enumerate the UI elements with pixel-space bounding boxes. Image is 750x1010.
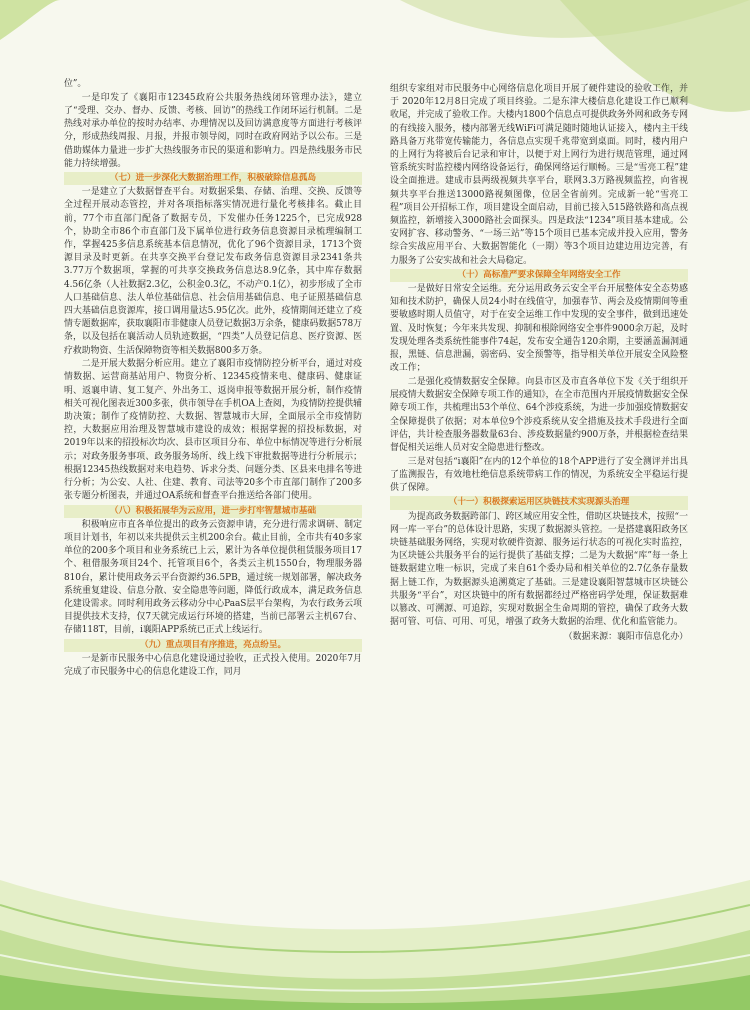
- section-heading-11: （十一）积极探索运用区块链技术实现源头治理: [390, 496, 688, 509]
- paragraph: 组织专家组对市民服务中心网络信息化项目开展了硬件建设的验收工作，并于 2020年12月8日完成了项目终验。二是东津大楼信息化建设工作已顺利收尾，并完成了验收工作。大楼内1800个信息点可提供政务外网和政务专网的有线接入服务，楼内部署无线WiFi可满足随时随地认证接入，楼内主干线路具备万兆带宽传输能力，各信息点实现千兆带宽到桌面。同时，楼内用户的上网行为将被后台记录和审计，以便于对上网行为进行规范管理，通过网管系统实时监控楼内网络设备运行，确保网络运行顺畅。三是“雪亮工程”建设全面推进。建成市县两级视频共享平台，联网3.3万路视频监控，向省视频共享平台推送13000路视频图像，位居全省前列。完成新一轮“雪亮工程”项目公开招标工作，项目建设全面启动，目前已接入515路铁路和高点视频监控，新增接入3000路社会面探头。四是政法“1234”项目基本建成。公安网扩容、移动警务、“一场三站”等15个项目已基本完成并投入应用，警务综合实战应用平台、大数据智能化（一期）等3个项目边建边用边完善，有力服务了公安实战和社会大局稳定。: [390, 84, 688, 266]
- paragraph: 一是建立了大数据督查平台。对数据采集、存储、治理、交换、反馈等全过程开展动态管控，并对各项指标落实情况进行量化考核排名。截止目前，77个市直部门配备了数据专员，下发催办任务1225个，已完成928个，协助全市86个市直部门及下属单位进行政务信息资源目录梳理编制工作，掌握425多信息系统基本信息情况，优化了96个资源目录，1713个资源目录及时更新。在共享交换平台登记发布政务信息资源目录2341条共3.77万个数据项，掌握的可共享交换政务信息达8.9亿条，其中库存数据4.56亿条（人社数据2.3亿，公积金0.3亿，不动产0.1亿），初步形成了全市人口基础信息、法人单位基础信息、社会信用基础信息、电子证照基础信息四大基础信息资源库，接口调用量达5.95亿次。此外，疫情期间还建立了疫情专题数据库，获取襄阳市非健康人员登记数据3万余条，健康码数据578万条，以及包括在襄活动人员轨迹数据，“四类”人员登记信息、医疗资源、医疗救助物资、生活保障物资等相关数据800多万条。: [64, 187, 362, 356]
- data-source-note: （数据来源：襄阳市信息化办）: [563, 632, 688, 643]
- paragraph: 二是开展大数据分析应用。建立了襄阳市疫情防控分析平台，通过对疫情数据、运营商基站用户、物资分析、12345疫情来电、健康码、健康证明、返襄申请、复工复产、外出务工、返岗申报等数据开展分析，制作疫情相关可视化图表近300多张，供市领导在手机OA上查阅，为疫情防控提供辅助决策；制作了疫情防控、大数据、智慧城市大屏，全面展示全市疫情防控，大数据应用治理及智慧城市建设的成效；根据掌握的招投标数据，对2019年以来的招投标次均次、县市区项目分布、单位中标情况等进行分析展示；对政务服务事项、政务服务场所、线上线下审批数据等进行分析展示；根据12345热线数据对来电趋势、诉求分类、问题分类、区县来电排名等进行分析；为公安、人社、住建、教育、司法等20多个市直部门制作了200多张专题分析图表，并通过OA系统和督查平台推送给各部门使用。: [64, 359, 362, 502]
- section-heading-8: （八）积极拓展华为云应用，进一步打牢智慧城市基础: [64, 505, 362, 518]
- paragraph: 三是对包括“i襄阳”在内的12个单位的18个APP进行了安全测评并出具了监测报告，有效地杜绝信息系统带病工作的情况，为系统安全平稳运行提供了保障。: [390, 456, 688, 494]
- paragraph: 一是印发了《襄阳市12345政府公共服务热线闭环管理办法》，建立了“受理、交办、督办、反馈、考核、回访”的热线工作闭环运行机制。二是热线对承办单位的按时办结率、办理情况以及回访满意度等方面进行考核评分，形成热线周报、月报，并报市领导阅，同时在政府网站予以公布。三是借助媒体力量进一步扩大热线服务市民的渠道和影响力。四是热线服务市民能力持续增强。: [64, 92, 362, 169]
- paragraph: 一是新市民服务中心信息化建设通过验收，正式投入使用。2020年7月完成了市民服务中心的信息化建设工作，同月: [64, 653, 362, 677]
- left-column: [64, 78, 362, 680]
- paragraph: 二是强化疫情数据安全保障。向县市区及市直各单位下发《关于组织开展疫情大数据安全保障专项工作的通知》，在全市范围内开展疫情数据安全保障专项工作，共梳理出53个单位、64个涉疫系统，为进一步加强疫情数据安全保障提供了依据；对本单位9个涉疫系统从安全措施及技术手段进行全面评估，共计检查服务器数量63台、涉疫数据量约900万条，并根据检查结果督促相关运维人员对安全隐患进行整改。: [390, 376, 688, 453]
- section-heading-9: （九）重点项目有序推进，亮点纷呈。: [64, 639, 362, 652]
- section-heading-7: （七）进一步深化大数据治理工作，积极破除信息孤岛: [64, 172, 362, 185]
- paragraph: 积极响应市直各单位提出的政务云资源申请，充分进行需求调研、制定项目计划书，年初以来共提供云主机200余台。截止目前，全市共有40多家单位的200多个项目和业务系统已上云，累计为各单位提供租赁服务项目17个、租借服务项目24个、托管项目6个，各类云主机1550台，物理服务器810台，累计使用政务云平台资源约36.5PB，通过统一规划部署，解决政务系统重复建设、信息分散、安全隐患等问题，降低行政成本，满足政务信息化建设需求。同时利用政务云移动分中心PaaS层平台架构，为农行政务云项目提供技术支持，仅7天就完成运行环境的搭建，当前已部署云主机67台、存储118T，目前，i襄阳APP系统已正式上线运行。: [64, 519, 362, 636]
- paragraph: 位”。: [64, 79, 87, 89]
- paragraph: 为提高政务数据跨部门、跨区域应用安全性，借助区块链技术，按照“一网一库一平台”的总体设计思路，实现了数据源头管控。一是搭建襄阳政务区块链基础服务网络，实现对软硬件资源、服务运行状态的可视化实时监控，为区块链公共服务平台的运行提供了基础支撑；二是为大数据“库”每一条上链数据建立唯一标识，完成了来自61个委办局和相关单位的2.7亿条存量数据上链工作，为数据源头追溯奠定了基础。三是建设襄阳智慧城市区块链公共服务“平台”，对区块链中的所有数据都经过严格密码学处理，保证数据难以篡改、可溯源、可追踪，实现对数据全生命周期的管控，确保了政务大数据可管、可信、可用、可见，增强了政务大数据的治理、优化和监管能力。: [390, 511, 688, 628]
- paragraph: 一是做好日常安全运维。充分运用政务云安全平台开展整体安全态势感知和技术防护，确保人员24小时在线值守，加强春节、两会及疫情期间等重要敏感时期人员值守，对于在安全运维工作中发现的安全事件，做到迅速处置、及时恢复；今年来共发现、抑制和根除网络安全事件9000余万起，及时发现处理各类系统性能事件74起，发布安全通告120余期，主要涵盖漏洞通报，黑链、信息泄漏，弱密码、安全预警等，指导相关单位开展安全风险整改工作；: [390, 284, 688, 374]
- right-column: [390, 83, 688, 645]
- section-heading-10: （十）高标准严要求保障全年网络安全工作: [390, 269, 688, 282]
